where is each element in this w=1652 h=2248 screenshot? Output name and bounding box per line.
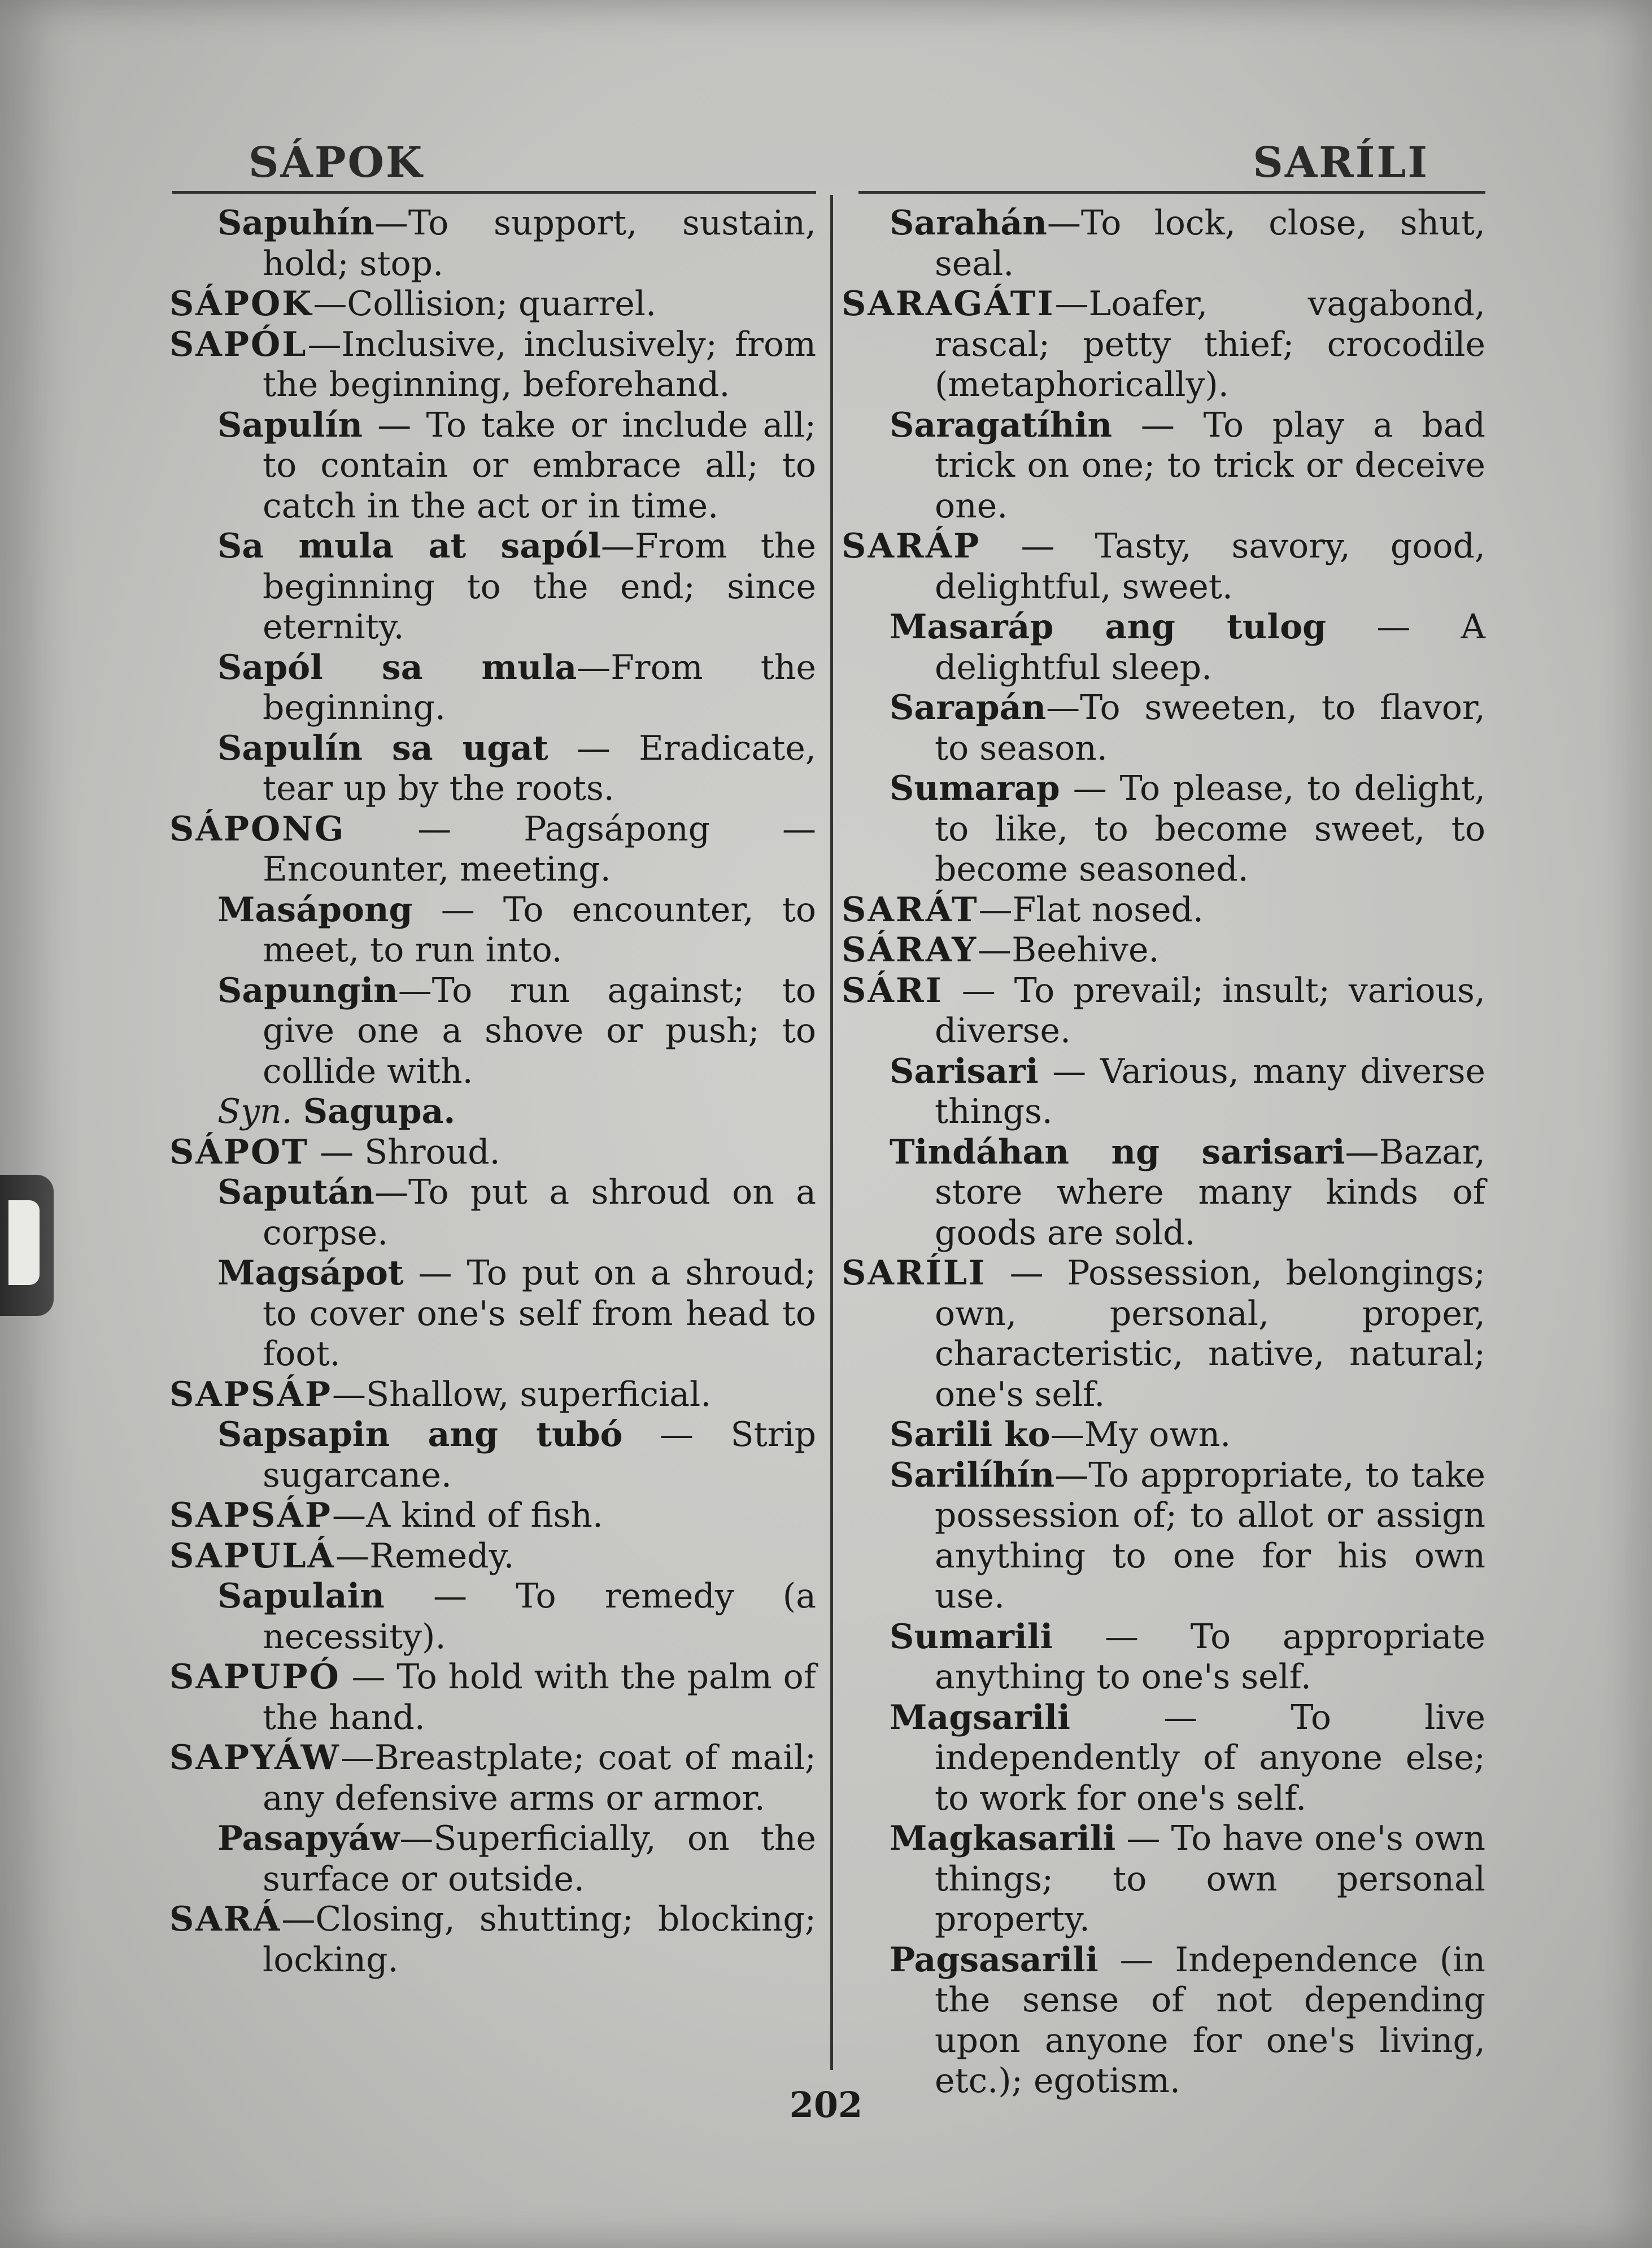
headword: SAPÓL xyxy=(169,324,308,364)
definition: —Remedy. xyxy=(335,1536,515,1576)
definition: — To take or include all; to contain or embrace all; to catch in the act or in time. xyxy=(263,405,816,526)
definition: —To put a shroud on a corpse. xyxy=(263,1173,816,1253)
headword: SÁRI xyxy=(842,970,943,1010)
definition: — To have one's own things; to own personal property. xyxy=(935,1819,1485,1939)
subword: Sapután xyxy=(217,1173,374,1212)
entry-subword xyxy=(169,1092,816,1132)
subword: Pagsasarili xyxy=(890,1940,1099,1980)
definition: —Closing, shutting; blocking; locking. xyxy=(263,1900,816,1980)
entry-subword xyxy=(169,203,816,284)
subword: Magsápot xyxy=(217,1253,404,1293)
definition: —Collision; quarrel. xyxy=(313,284,657,324)
headword: SAPYÁW xyxy=(169,1738,341,1778)
entry-headword xyxy=(842,890,1485,931)
definition: — To remedy (a necessity). xyxy=(263,1576,816,1657)
subword: Sapuhín xyxy=(217,203,374,243)
entry-subword xyxy=(169,406,816,527)
entry-headword xyxy=(842,971,1485,1052)
left-column xyxy=(169,203,816,1980)
definition: — To hold with the palm of the hand. xyxy=(263,1657,816,1737)
synonym-word: Sagupa. xyxy=(303,1092,456,1131)
definition: — To live independently of anyone else; to work for one's self. xyxy=(935,1697,1485,1818)
entry-subword xyxy=(842,1819,1485,1940)
entry-subword xyxy=(842,769,1485,890)
subword: Sapól sa mula xyxy=(217,647,577,687)
definition: —From the beginning. xyxy=(263,647,816,727)
definition: —Bazar, store where many kinds of goods are sold. xyxy=(935,1132,1485,1253)
definition: —Superficially, on the surface or outside. xyxy=(263,1819,816,1899)
subword: Sapsapin ang tubó xyxy=(217,1415,623,1454)
entry-headword xyxy=(169,809,816,890)
entry-headword xyxy=(169,1496,816,1536)
subword: Sapulain xyxy=(217,1576,385,1616)
definition: —My own. xyxy=(1050,1415,1231,1454)
header-rule-right xyxy=(858,191,1485,194)
entry-subword xyxy=(169,526,816,648)
running-head-right: SARÍLI xyxy=(1253,138,1429,187)
subword: Tindáhan ng sarisari xyxy=(890,1132,1345,1172)
definition: — Shroud. xyxy=(308,1132,500,1172)
subword: Sarisari xyxy=(890,1051,1039,1091)
definition: — Possession, belongings; own, personal, proper, characteristic, native, natural; one's self. xyxy=(935,1253,1485,1414)
entry-subword xyxy=(169,1819,816,1900)
subword: Masápong xyxy=(217,890,413,930)
definition: —To support, sustain, hold; stop. xyxy=(263,203,816,284)
entry-subword xyxy=(842,1617,1485,1698)
definition: — To please, to delight, to like, to become sweet, to become seasoned. xyxy=(935,769,1485,889)
entry-subword xyxy=(169,971,816,1092)
entry-headword xyxy=(842,526,1485,607)
subword: Sa mula at sapól xyxy=(217,526,601,566)
headword: SAPSÁP xyxy=(169,1496,332,1535)
entry-subword xyxy=(842,1456,1485,1617)
definition: —A kind of fish. xyxy=(332,1496,603,1535)
definition: — To put on a shroud; to cover one's self from head to foot. xyxy=(263,1253,816,1374)
entry-subword xyxy=(842,1052,1485,1132)
entry-subword xyxy=(842,1415,1485,1456)
page-number: 202 xyxy=(789,2084,863,2125)
subword: Magsarili xyxy=(890,1697,1070,1737)
definition: —Beehive. xyxy=(978,930,1160,970)
subword: Pasapyáw xyxy=(217,1819,400,1858)
entry-subword xyxy=(842,607,1485,688)
entry-headword xyxy=(842,284,1485,406)
running-head-left: SÁPOK xyxy=(249,138,424,187)
entry-subword xyxy=(169,890,816,971)
subword: Sarilíhín xyxy=(890,1455,1055,1495)
subword: Sarili ko xyxy=(890,1415,1051,1454)
definition: — Eradicate, tear up by the roots. xyxy=(263,728,816,808)
subword: Sapulín sa ugat xyxy=(217,728,548,768)
definition: —Breastplate; coat of mail; any defensive arms or armor. xyxy=(263,1738,816,1818)
definition: —Loafer, vagabond, rascal; petty thief; crocodile (metaphorically). xyxy=(935,284,1485,404)
definition: — To encounter, to meet, to run into. xyxy=(263,890,816,970)
headword: SARAGÁTI xyxy=(842,284,1055,324)
definition: —To appropriate, to take possession of; to allot or assign anything to one for his own use. xyxy=(935,1455,1485,1616)
entry-headword xyxy=(842,930,1485,971)
entry-subword xyxy=(169,648,816,729)
subword: Sarapán xyxy=(890,688,1047,727)
entry-subword xyxy=(169,1253,816,1375)
definition: —From the beginning to the end; since eternity. xyxy=(263,526,816,647)
binder-clip-inner xyxy=(8,1200,40,1285)
headword: SARÍLI xyxy=(842,1253,987,1293)
entry-subword xyxy=(842,406,1485,527)
entry-headword xyxy=(169,1375,816,1415)
subword: Saragatíhin xyxy=(890,405,1113,445)
subword: Masaráp ang tulog xyxy=(890,607,1327,647)
subword: Sapulín xyxy=(217,405,363,445)
subword: Sumarap xyxy=(890,769,1060,808)
entry-headword xyxy=(169,1536,816,1577)
definition: — Strip sugarcane. xyxy=(263,1415,816,1495)
definition: —Shallow, superficial. xyxy=(332,1374,712,1414)
definition: — Tasty, savory, good, delightful, sweet. xyxy=(935,526,1485,607)
subword: Sumarili xyxy=(890,1617,1053,1657)
entry-subword xyxy=(169,1576,816,1657)
subword: Sapungin xyxy=(217,970,398,1010)
definition: —To lock, close, shut, seal. xyxy=(935,203,1485,284)
headword: SARÁ xyxy=(169,1900,282,1939)
entry-headword xyxy=(169,284,816,325)
definition: — To appropriate anything to one's self. xyxy=(935,1617,1485,1697)
entry-headword xyxy=(842,1253,1485,1415)
definition: —Inclusive, inclusively; from the beginning, beforehand. xyxy=(263,324,816,404)
entry-headword xyxy=(169,325,816,406)
column-divider xyxy=(830,195,833,2070)
entry-subword xyxy=(842,1132,1485,1254)
headword: SAPUPÓ xyxy=(169,1657,341,1697)
subword: Magkasarili xyxy=(890,1819,1116,1858)
entry-subword xyxy=(169,1173,816,1253)
entry-subword xyxy=(842,203,1485,284)
subword: Sarahán xyxy=(890,203,1047,243)
headword: SARÁP xyxy=(842,526,981,566)
definition: — Pagsápong — Encounter, meeting. xyxy=(263,809,816,889)
headword: SÁPOT xyxy=(169,1132,309,1172)
headword: SARÁT xyxy=(842,890,979,930)
synonym-label: Syn. xyxy=(217,1092,293,1131)
entry-headword xyxy=(169,1657,816,1738)
right-column xyxy=(842,203,1485,2102)
definition: —To run against; to give one a shove or push; to collide with. xyxy=(263,970,816,1091)
entry-subword xyxy=(842,1940,1485,2102)
headword: SÁRAY xyxy=(842,930,978,970)
headword: SÁPOK xyxy=(169,284,313,324)
entry-headword xyxy=(169,1738,816,1819)
entry-subword xyxy=(842,688,1485,769)
definition: — Various, many diverse things. xyxy=(935,1051,1485,1131)
definition: — Independence (in the sense of not depending upon anyone for one's living, etc.); egotism. xyxy=(935,1940,1485,2101)
definition: — To play a bad trick on one; to trick or deceive one. xyxy=(935,405,1485,526)
headword: SAPSÁP xyxy=(169,1374,332,1414)
header-rule-left xyxy=(172,191,816,194)
definition: — To prevail; insult; various, diverse. xyxy=(935,970,1485,1051)
definition: — A delightful sleep. xyxy=(935,607,1485,687)
entry-headword xyxy=(169,1132,816,1173)
headword: SÁPONG xyxy=(169,809,346,849)
entry-subword xyxy=(842,1698,1485,1819)
entry-headword xyxy=(169,1900,816,1980)
definition: —To sweeten, to flavor, to season. xyxy=(935,688,1485,768)
entry-subword xyxy=(169,1415,816,1496)
entry-subword xyxy=(169,729,816,809)
definition: —Flat nosed. xyxy=(978,890,1204,930)
headword: SAPULÁ xyxy=(169,1536,336,1576)
